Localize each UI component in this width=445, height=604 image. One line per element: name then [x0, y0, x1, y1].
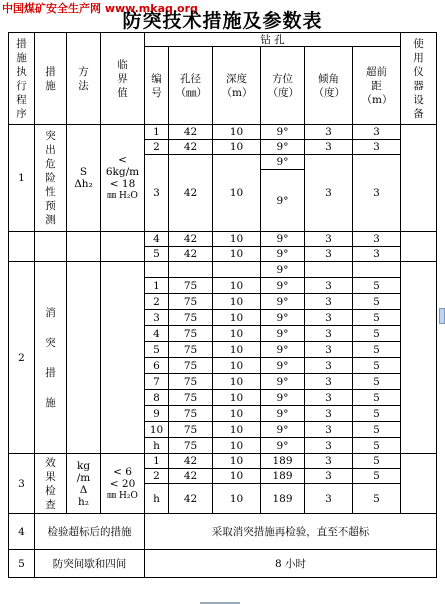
- table-cell: 42: [169, 155, 213, 232]
- table-cell: 2: [145, 140, 169, 155]
- table-cell: 1: [145, 278, 169, 294]
- table-cell: 3: [305, 326, 353, 342]
- table-cell: 3: [353, 247, 401, 262]
- table-cell: 措施: [45, 65, 56, 92]
- table-cell: 42: [169, 484, 213, 514]
- header-drill: 钻 孔: [145, 33, 401, 47]
- table-cell: 5: [353, 390, 401, 406]
- table-cell: 5: [353, 310, 401, 326]
- table-cell: 10: [145, 422, 169, 438]
- table-cell: 9°: [261, 170, 305, 232]
- table-cell: 3: [305, 125, 353, 140]
- table-cell: 方位（度）: [267, 72, 299, 99]
- table-cell: [35, 232, 67, 262]
- table-cell: 42: [169, 454, 213, 469]
- header-inclination: [305, 47, 353, 125]
- table-cell: 3: [353, 125, 401, 140]
- table-cell: 5: [353, 294, 401, 310]
- table-cell: 3: [305, 469, 353, 484]
- table-cell: 3: [305, 454, 353, 469]
- table-cell: 10: [213, 374, 261, 390]
- table-cell: 9°: [261, 374, 305, 390]
- table-cell: [101, 232, 145, 262]
- header-step: [9, 33, 35, 125]
- table-cell: [401, 262, 437, 454]
- table-cell: 3: [353, 140, 401, 155]
- table-cell: 3: [305, 374, 353, 390]
- table-cell: 3: [305, 310, 353, 326]
- table-cell: 方法: [78, 65, 89, 92]
- table-cell: 深度（m）: [221, 72, 253, 99]
- table-cell: 9°: [261, 125, 305, 140]
- table-cell: 75: [169, 390, 213, 406]
- table-cell: [305, 262, 353, 278]
- table-cell: 10: [213, 484, 261, 514]
- table-cell: 9°: [261, 406, 305, 422]
- table-cell: 8: [145, 390, 169, 406]
- table-cell: 42: [169, 125, 213, 140]
- section3-critical: [101, 454, 145, 514]
- table-cell: 75: [169, 358, 213, 374]
- table-row: [9, 550, 437, 578]
- table-cell: 7: [145, 374, 169, 390]
- section2-step: 2: [9, 262, 35, 454]
- table-cell: 189: [261, 484, 305, 514]
- table-cell: <: [118, 154, 127, 166]
- table-cell: 临界值: [117, 58, 128, 99]
- table-cell: 4: [145, 326, 169, 342]
- header-method: [67, 33, 101, 125]
- table-cell: 10: [213, 125, 261, 140]
- section5-label: 防突间歇和四间: [35, 550, 145, 578]
- table-cell: < 18: [109, 178, 136, 190]
- table-cell: 189: [261, 469, 305, 484]
- table-cell: 9°: [261, 358, 305, 374]
- table-cell: 消突措施: [45, 306, 56, 409]
- section1-step: 1: [9, 125, 35, 232]
- header-advance: [353, 47, 401, 125]
- section1-measure: [35, 125, 67, 232]
- table-cell: 75: [169, 310, 213, 326]
- table-row: [9, 125, 437, 140]
- header-critical: [101, 33, 145, 125]
- table-cell: 5: [353, 358, 401, 374]
- table-cell: 10: [213, 294, 261, 310]
- table-row: [9, 454, 437, 469]
- section1-method: [67, 125, 101, 232]
- table-cell: 2: [145, 294, 169, 310]
- table-cell: 3: [305, 155, 353, 232]
- table-cell: 3: [305, 342, 353, 358]
- table-cell: 9°: [261, 438, 305, 454]
- table-cell: [213, 262, 261, 278]
- header-depth: [213, 47, 261, 125]
- header-diameter: [169, 47, 213, 125]
- table-cell: /m: [76, 471, 91, 484]
- table-cell: 3: [353, 232, 401, 247]
- section5-step: 5: [9, 550, 35, 578]
- table-cell: 42: [169, 140, 213, 155]
- table-row: [9, 514, 437, 550]
- table-cell: 9°: [261, 390, 305, 406]
- table-cell: 5: [353, 342, 401, 358]
- table-cell: 10: [213, 438, 261, 454]
- table-cell: 10: [213, 422, 261, 438]
- section4-value: 采取消突措施再检验，直至不超标: [145, 514, 437, 550]
- table-cell: 75: [169, 422, 213, 438]
- header-no: [145, 47, 169, 125]
- table-cell: 75: [169, 278, 213, 294]
- table-cell: 9°: [261, 342, 305, 358]
- table-cell: 5: [353, 278, 401, 294]
- table-cell: ㎜ H₂O: [107, 490, 138, 501]
- table-cell: 9°: [261, 422, 305, 438]
- table-cell: 5: [353, 454, 401, 469]
- table-cell: 5: [353, 469, 401, 484]
- table-row: [9, 262, 437, 278]
- table-cell: 10: [213, 310, 261, 326]
- table-cell: 9°: [261, 140, 305, 155]
- table-cell: 3: [305, 294, 353, 310]
- table-cell: 9°: [261, 294, 305, 310]
- table-cell: 3: [305, 422, 353, 438]
- table-cell: 42: [169, 469, 213, 484]
- table-cell: 75: [169, 294, 213, 310]
- table-cell: 75: [169, 406, 213, 422]
- table-cell: 5: [353, 374, 401, 390]
- section4-label: 检验超标后的措施: [35, 514, 145, 550]
- table-cell: Δh₂: [74, 178, 93, 190]
- table-cell: 75: [169, 342, 213, 358]
- table-cell: 超前距（m）: [361, 65, 393, 106]
- table-cell: < 6: [113, 465, 132, 478]
- table-cell: 9°: [261, 232, 305, 247]
- watermark-text: 中国煤矿安全生产网 www.mkaq.org: [2, 2, 198, 15]
- header-row-1: [9, 33, 437, 47]
- table-cell: 3: [305, 390, 353, 406]
- table-cell: 3: [305, 247, 353, 262]
- table-cell: 9°: [261, 310, 305, 326]
- table-cell: Δ: [79, 483, 88, 496]
- table-cell: 2: [145, 469, 169, 484]
- table-cell: [67, 232, 101, 262]
- table-cell: 9°: [261, 155, 305, 170]
- table-cell: < 20: [109, 477, 136, 490]
- table-cell: 10: [213, 358, 261, 374]
- table-cell: 效果检查: [45, 456, 56, 511]
- table-cell: 10: [213, 155, 261, 232]
- table-cell: 9°: [261, 278, 305, 294]
- table-cell: 10: [213, 140, 261, 155]
- table-cell: 10: [213, 278, 261, 294]
- table-cell: h: [145, 484, 169, 514]
- table-cell: 42: [169, 232, 213, 247]
- page-title: 防突技术措施及参数表: [122, 10, 323, 32]
- table-cell: kg: [76, 459, 91, 472]
- table-cell: 75: [169, 374, 213, 390]
- table-cell: 10: [213, 454, 261, 469]
- table-cell: 3: [353, 155, 401, 232]
- parameters-table: [8, 32, 437, 578]
- resize-handle[interactable]: [439, 308, 445, 324]
- table-cell: 5: [145, 342, 169, 358]
- table-cell: 10: [213, 469, 261, 484]
- section2-measure: [35, 262, 67, 454]
- table-cell: [101, 262, 145, 454]
- section3-measure: [35, 454, 67, 514]
- table-cell: S: [79, 166, 88, 178]
- table-cell: [9, 232, 35, 262]
- table-cell: 1: [145, 454, 169, 469]
- table-cell: 3: [305, 140, 353, 155]
- table-cell: 5: [353, 326, 401, 342]
- table-row: [9, 232, 437, 247]
- section3-step: 3: [9, 454, 35, 514]
- table-cell: 10: [213, 247, 261, 262]
- table-cell: h₂: [78, 495, 89, 508]
- table-cell: 75: [169, 326, 213, 342]
- table-cell: 9°: [261, 262, 305, 278]
- table-cell: 10: [213, 342, 261, 358]
- section5-value: 8 小时: [145, 550, 437, 578]
- table-cell: [169, 262, 213, 278]
- table-cell: 6: [145, 358, 169, 374]
- table-cell: 3: [305, 232, 353, 247]
- table-cell: 措施执行程序: [16, 37, 27, 120]
- table-cell: [353, 262, 401, 278]
- table-cell: 倾角（度）: [313, 72, 345, 99]
- table-cell: 编号: [151, 72, 162, 99]
- table-cell: 5: [145, 247, 169, 262]
- table-cell: 75: [169, 438, 213, 454]
- table-cell: [401, 232, 437, 262]
- section4-step: 4: [9, 514, 35, 550]
- table-cell: 使用仪器设备: [413, 37, 424, 120]
- table-cell: ㎜ H₂O: [107, 191, 138, 201]
- table-cell: 孔径（㎜）: [175, 72, 207, 99]
- header-measure: [35, 33, 67, 125]
- table-cell: 3: [305, 278, 353, 294]
- table-cell: 5: [353, 484, 401, 514]
- table-cell: 突出危险性预测: [45, 130, 56, 226]
- table-cell: 4: [145, 232, 169, 247]
- table-cell: 9: [145, 406, 169, 422]
- table-cell: 5: [353, 422, 401, 438]
- table-cell: 3: [305, 438, 353, 454]
- table-cell: [401, 454, 437, 514]
- table-cell: 9°: [261, 247, 305, 262]
- table-cell: 3: [145, 310, 169, 326]
- table-cell: 3: [305, 484, 353, 514]
- table-cell: 6kg/m: [105, 166, 140, 178]
- table-cell: 10: [213, 232, 261, 247]
- table-cell: 5: [353, 438, 401, 454]
- header-azimuth: [261, 47, 305, 125]
- table-cell: 189: [261, 454, 305, 469]
- table-cell: 42: [169, 247, 213, 262]
- section3-method: [67, 454, 101, 514]
- table-cell: 3: [305, 358, 353, 374]
- table-cell: h: [145, 438, 169, 454]
- table-cell: 3: [145, 155, 169, 232]
- table-cell: 9°: [261, 326, 305, 342]
- table-cell: [145, 262, 169, 278]
- table-cell: 5: [353, 406, 401, 422]
- table-cell: [67, 262, 101, 454]
- section1-instrument: [401, 125, 437, 232]
- section1-critical: [101, 125, 145, 232]
- table-cell: 3: [305, 406, 353, 422]
- table-cell: 10: [213, 390, 261, 406]
- table-cell: 10: [213, 326, 261, 342]
- table-cell: 10: [213, 406, 261, 422]
- table-cell: 1: [145, 125, 169, 140]
- header-instrument: [401, 33, 437, 125]
